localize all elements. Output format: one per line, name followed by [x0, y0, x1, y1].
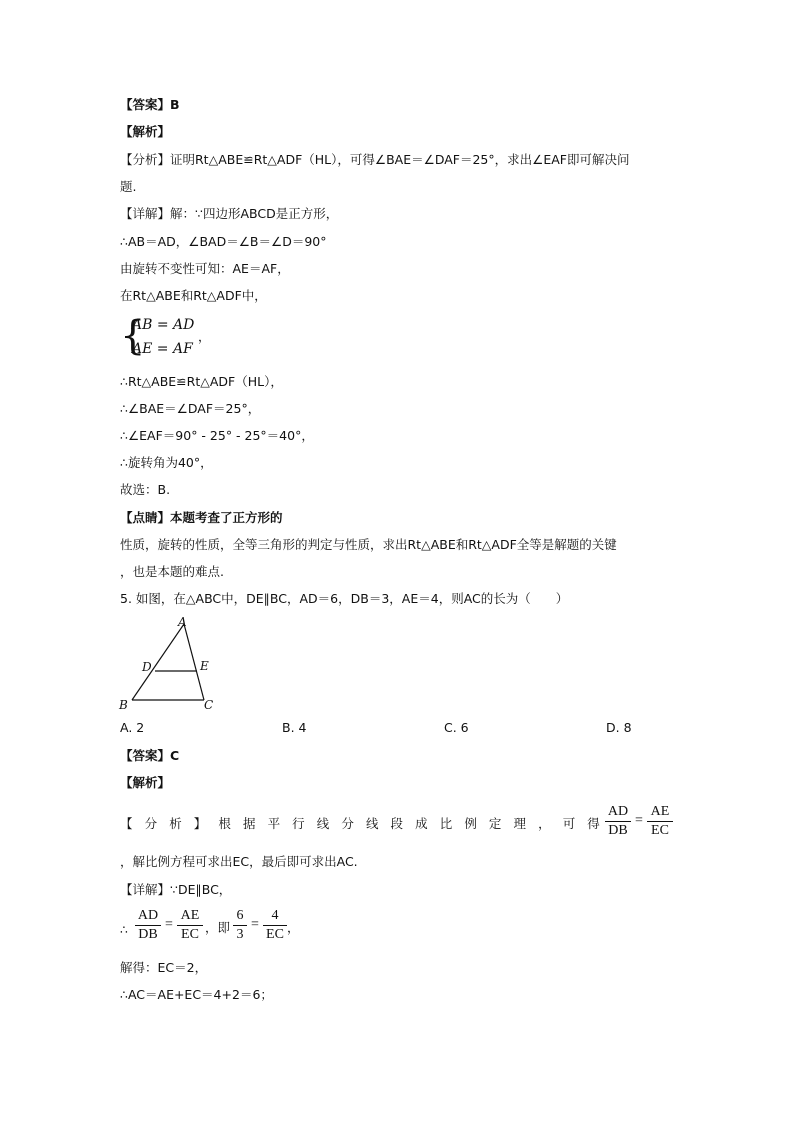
side-ab: [132, 624, 184, 700]
analysis-char: 根: [218, 816, 231, 831]
analysis-text-1: 【分析】证明Rt△ABE≌Rt△ADF（HL），可得∠BAE＝∠DAF＝25°，求出∠EAF即可解决问: [120, 152, 630, 167]
analysis-char: 析: [169, 816, 182, 831]
analysis-char: 线: [316, 816, 330, 831]
analysis-char: 【: [120, 816, 133, 831]
proof-line-2: 由旋转不变性可知：AE＝AF，: [120, 261, 290, 276]
proof-line-4: ∴Rt△ABE≌Rt△ADF（HL），: [120, 374, 283, 389]
numerator: AD: [607, 804, 629, 819]
numerator: 6: [236, 908, 244, 923]
denominator: DB: [138, 927, 158, 942]
denominator: DB: [608, 823, 628, 838]
comment-text-cont: ，也是本题的难点.: [120, 564, 224, 579]
left-brace: {: [120, 313, 146, 359]
answer-label-2: 【答案】C: [120, 748, 180, 763]
system-comma: ，: [198, 329, 211, 344]
fraction-ad-db: [135, 908, 161, 943]
option-d: D. 8: [606, 720, 632, 735]
solve-line: 解得：EC＝2，: [120, 960, 208, 975]
denominator: EC: [651, 823, 669, 838]
analysis-text-2: [120, 814, 600, 832]
analysis-char: 行: [292, 816, 305, 831]
proof-line-5: ∴∠BAE＝∠DAF＝25°，: [120, 401, 261, 416]
proof-line-6: ∴∠EAF＝90° - 25° - 25°＝40°，: [120, 428, 314, 443]
numerator: AD: [137, 908, 159, 923]
analysis-char: ，: [538, 816, 551, 831]
analysis-heading-1: 【解析】: [120, 124, 171, 139]
equation-comma: ，: [287, 920, 300, 935]
numerator: AE: [650, 804, 670, 819]
analysis-char: 可: [562, 816, 576, 831]
analysis-char: 得: [587, 816, 600, 831]
final-line: ∴AC＝AE+EC＝4+2＝6；: [120, 987, 273, 1002]
analysis-char: 线: [365, 816, 379, 831]
equals-sign: =: [165, 917, 173, 932]
analysis-char: 比: [439, 816, 453, 831]
numerator: AE: [180, 908, 200, 923]
triangle-figure: [116, 614, 226, 714]
proof-line-1: ∴AB＝AD，∠BAD＝∠B＝∠D＝90°: [120, 234, 327, 249]
detail-heading-1: 【详解】解：∵四边形ABCD是正方形，: [120, 206, 339, 221]
analysis-char: 理: [513, 816, 527, 831]
option-a: A. 2: [120, 720, 145, 735]
analysis-char: 分: [341, 816, 354, 831]
equals-sign: =: [251, 917, 259, 932]
vertex-label-d: D: [142, 660, 152, 674]
analysis-text-2-cont: ，解比例方程可求出EC，最后即可求出AC.: [120, 854, 358, 869]
analysis-char: 定: [488, 816, 502, 831]
analysis-char: 】: [193, 816, 207, 831]
question-5: 5. 如图，在△ABC中，DE∥BC，AD＝6，DB＝3，AE＝4，则AC的长为（ ）: [120, 591, 569, 606]
proof-line-3: 在Rt△ABE和Rt△ADF中，: [120, 288, 267, 303]
detail-heading-2: 【详解】∵DE∥BC，: [120, 882, 232, 897]
fraction-4-ec: [263, 908, 287, 943]
vertex-label-c: C: [204, 698, 214, 712]
analysis-char: 成: [415, 816, 428, 831]
answer-label-1: 【答案】B: [120, 97, 180, 112]
numerator: 4: [271, 908, 279, 923]
fraction-ae-ec: [177, 908, 203, 943]
comment-heading: 【点睛】本题考查了正方形的: [120, 510, 283, 525]
denominator: 3: [236, 927, 244, 942]
vertex-label-a: A: [178, 615, 187, 629]
option-b: B. 4: [282, 720, 307, 735]
fraction-6-3: [233, 908, 247, 943]
analysis-text-1-cont: 题.: [120, 179, 137, 194]
denominator: EC: [181, 927, 199, 942]
analysis-char: 例: [464, 816, 477, 831]
analysis-char: 段: [390, 816, 404, 831]
fraction-ad-db: [605, 804, 631, 839]
system-equation-2: AE = AF: [132, 341, 193, 357]
analysis-char: 平: [267, 816, 281, 831]
denominator: EC: [266, 927, 284, 942]
comment-text: 性质，旋转的性质，全等三角形的判定与性质，求出Rt△ABE和Rt△ADF全等是解题的关键: [120, 537, 617, 552]
system-equation-1: AB = AD: [132, 317, 195, 333]
equals-sign: =: [635, 813, 643, 828]
analysis-char: 分: [144, 816, 158, 831]
fraction-ae-ec: [647, 804, 673, 839]
vertex-label-e: E: [200, 659, 209, 673]
option-c: C. 6: [444, 720, 469, 735]
analysis-char: 据: [242, 816, 256, 831]
proof-line-7: ∴旋转角为40°，: [120, 455, 213, 470]
analysis-heading-2: 【解析】: [120, 775, 171, 790]
ji-text: ，即: [205, 920, 231, 935]
therefore-symbol: ∴: [120, 922, 128, 937]
proof-line-8: 故选：B.: [120, 482, 171, 497]
vertex-label-b: B: [119, 698, 128, 712]
